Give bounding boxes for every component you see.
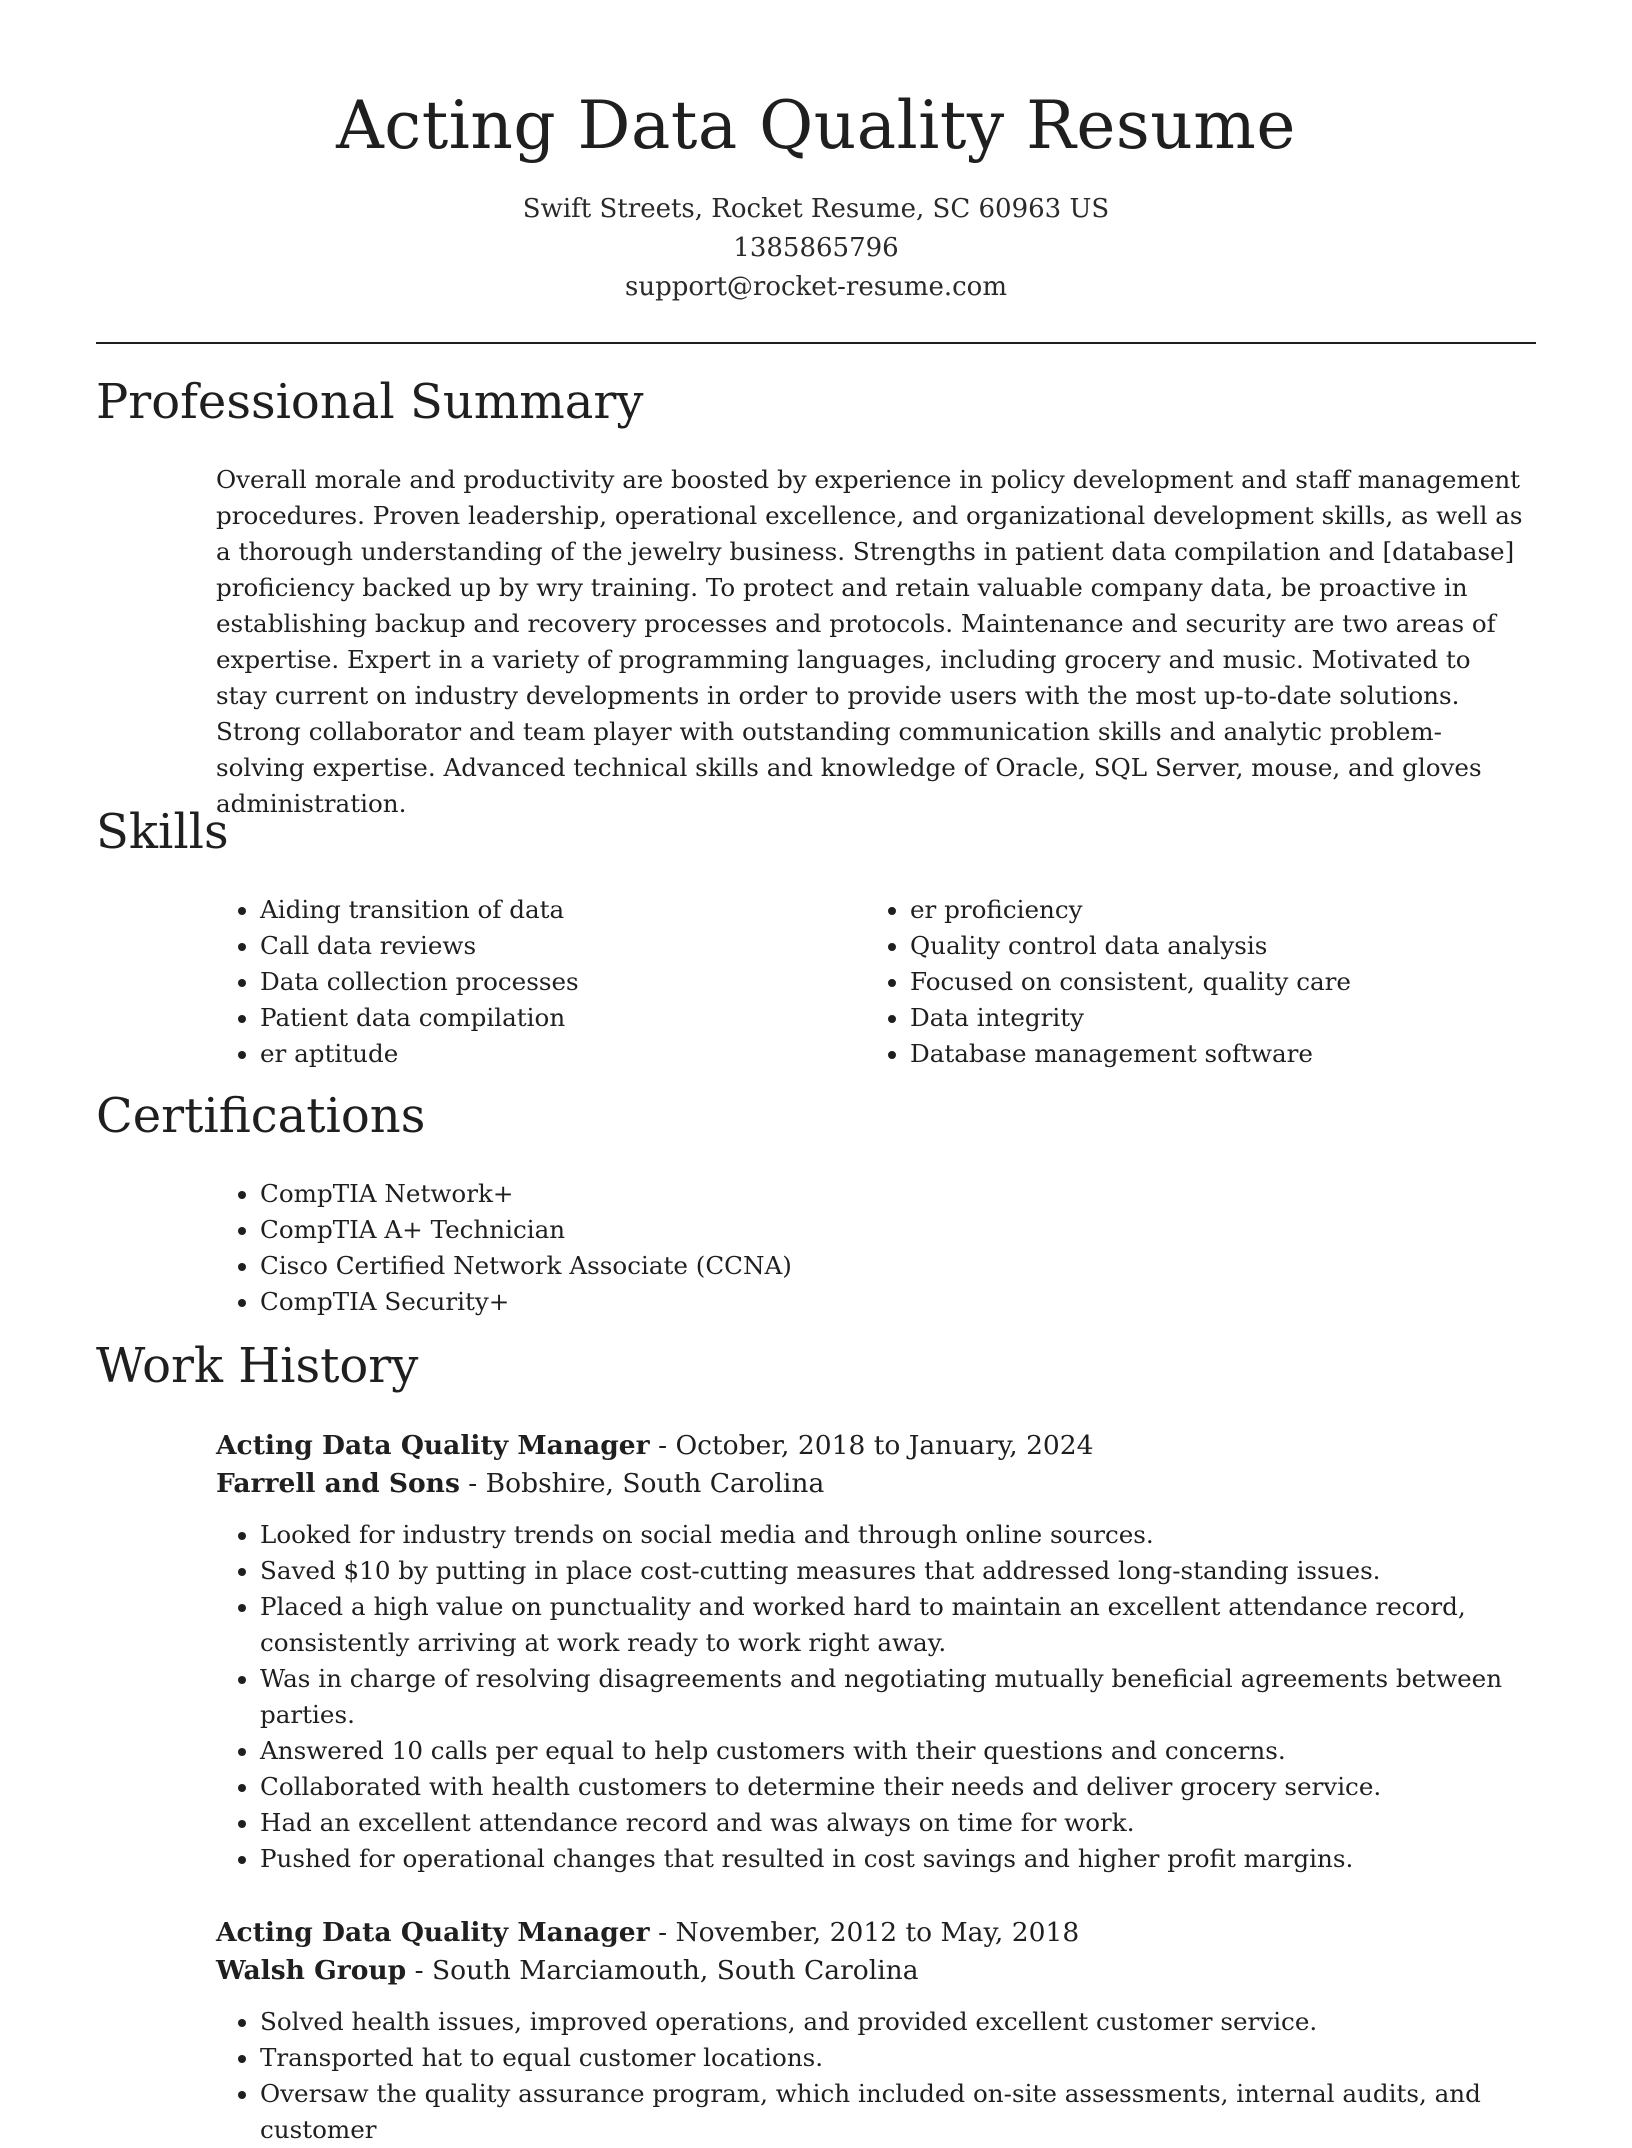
work-history-heading: Work History [96, 1338, 419, 1394]
job-bullet: • Placed a high value on punctuality and worked hard to maintain an excellent attendance record, consistently arriving at work ready to work right away. [260, 1589, 1546, 1661]
job-role: Acting Data Quality Manager [216, 1430, 650, 1461]
certification-item: • CompTIA Network+ [260, 1176, 1116, 1212]
job-role-line [216, 1914, 1546, 1952]
skill-item: • Quality control data analysis [910, 928, 1506, 964]
summary-text: Overall morale and productivity are boosted by experience in policy development and staff management procedures. Proven leadership, operational excellence, and organizational development skills, as well as a thorough understanding of the jewelry business. Strengths in patient data compilation and [database] proficiency backed up by wry training. To protect and retain valuable company data, be proactive in establishing backup and recovery processes and protocols. Maintenance and security are two areas of expertise. Expert in a variety of programming languages, including grocery and music. Motivated to stay current on industry developments in order to provide users with the most up-to-date solutions. Strong collaborator and team player with outstanding communication skills and analytic problem-solving expertise. Advanced technical skills and knowledge of Oracle, SQL Server, mouse, and gloves administration. [216, 465, 1523, 818]
job-company-line [216, 1952, 1546, 1990]
job-role: Acting Data Quality Manager [216, 1917, 650, 1948]
certification-item: • CompTIA Security+ [260, 1284, 1116, 1320]
job-entry [216, 1427, 1546, 1877]
email: support@rocket-resume.com [624, 272, 1007, 302]
certifications-heading: Certifications [96, 1088, 426, 1144]
job-bullet: • Looked for industry trends on social media and through online sources. [260, 1517, 1546, 1553]
job-company: Walsh Group [216, 1955, 407, 1986]
skill-item: • Patient data compilation [260, 1000, 816, 1036]
certifications-list [216, 1176, 1116, 1320]
job-bullet: • Saved $10 by putting in place cost-cutting measures that addressed long-standing issues. [260, 1553, 1546, 1589]
job-company-line [216, 1465, 1546, 1503]
skills-column-left [216, 892, 816, 1072]
job-bullet: • Oversaw the quality assurance program, which included on-site assessments, internal audits, and customer [260, 2076, 1546, 2148]
job-bullet: • Solved health issues, improved operations, and provided excellent customer service. [260, 2004, 1546, 2040]
job-bullets [216, 2004, 1546, 2148]
skill-item: • Focused on consistent, quality care [910, 964, 1506, 1000]
skills-heading: Skills [96, 804, 229, 860]
header-divider [96, 342, 1536, 344]
job-role-line [216, 1427, 1546, 1465]
job-bullet: • Had an excellent attendance record and was always on time for work. [260, 1805, 1546, 1841]
job-location: - Bobshire, South Carolina [459, 1468, 825, 1499]
job-bullet: • Collaborated with health customers to determine their needs and deliver grocery service. [260, 1769, 1546, 1805]
certification-item: • CompTIA A+ Technician [260, 1212, 1116, 1248]
skill-item: • er aptitude [260, 1036, 816, 1072]
skill-item: • Database management software [910, 1036, 1506, 1072]
job-dates: - October, 2018 to January, 2024 [649, 1430, 1094, 1461]
job-location: - South Marciamouth, South Carolina [406, 1955, 919, 1986]
job-bullet: • Answered 10 calls per equal to help customers with their questions and concerns. [260, 1733, 1546, 1769]
job-bullets [216, 1517, 1546, 1877]
skill-item: • er proficiency [910, 892, 1506, 928]
certification-item: • Cisco Certified Network Associate (CCNA) [260, 1248, 1116, 1284]
job-entry [216, 1914, 1546, 2148]
contact-block [0, 190, 1632, 307]
phone: 1385865796 [733, 233, 899, 263]
skill-item: • Call data reviews [260, 928, 816, 964]
job-bullet: • Was in charge of resolving disagreements and negotiating mutually beneficial agreements between parties. [260, 1661, 1546, 1733]
skill-item: • Data collection processes [260, 964, 816, 1000]
job-company: Farrell and Sons [216, 1468, 460, 1499]
skill-item: • Aiding transition of data [260, 892, 816, 928]
job-dates: - November, 2012 to May, 2018 [649, 1917, 1080, 1948]
resume-title: Acting Data Quality Resume [336, 87, 1296, 164]
job-bullet: • Pushed for operational changes that resulted in cost savings and higher profit margins. [260, 1841, 1546, 1877]
skills-column-right [866, 892, 1506, 1072]
summary-heading: Professional Summary [96, 374, 644, 430]
skill-item: • Data integrity [910, 1000, 1506, 1036]
address: Swift Streets, Rocket Resume, SC 60963 US [522, 194, 1110, 224]
job-bullet: • Transported hat to equal customer locations. [260, 2040, 1546, 2076]
